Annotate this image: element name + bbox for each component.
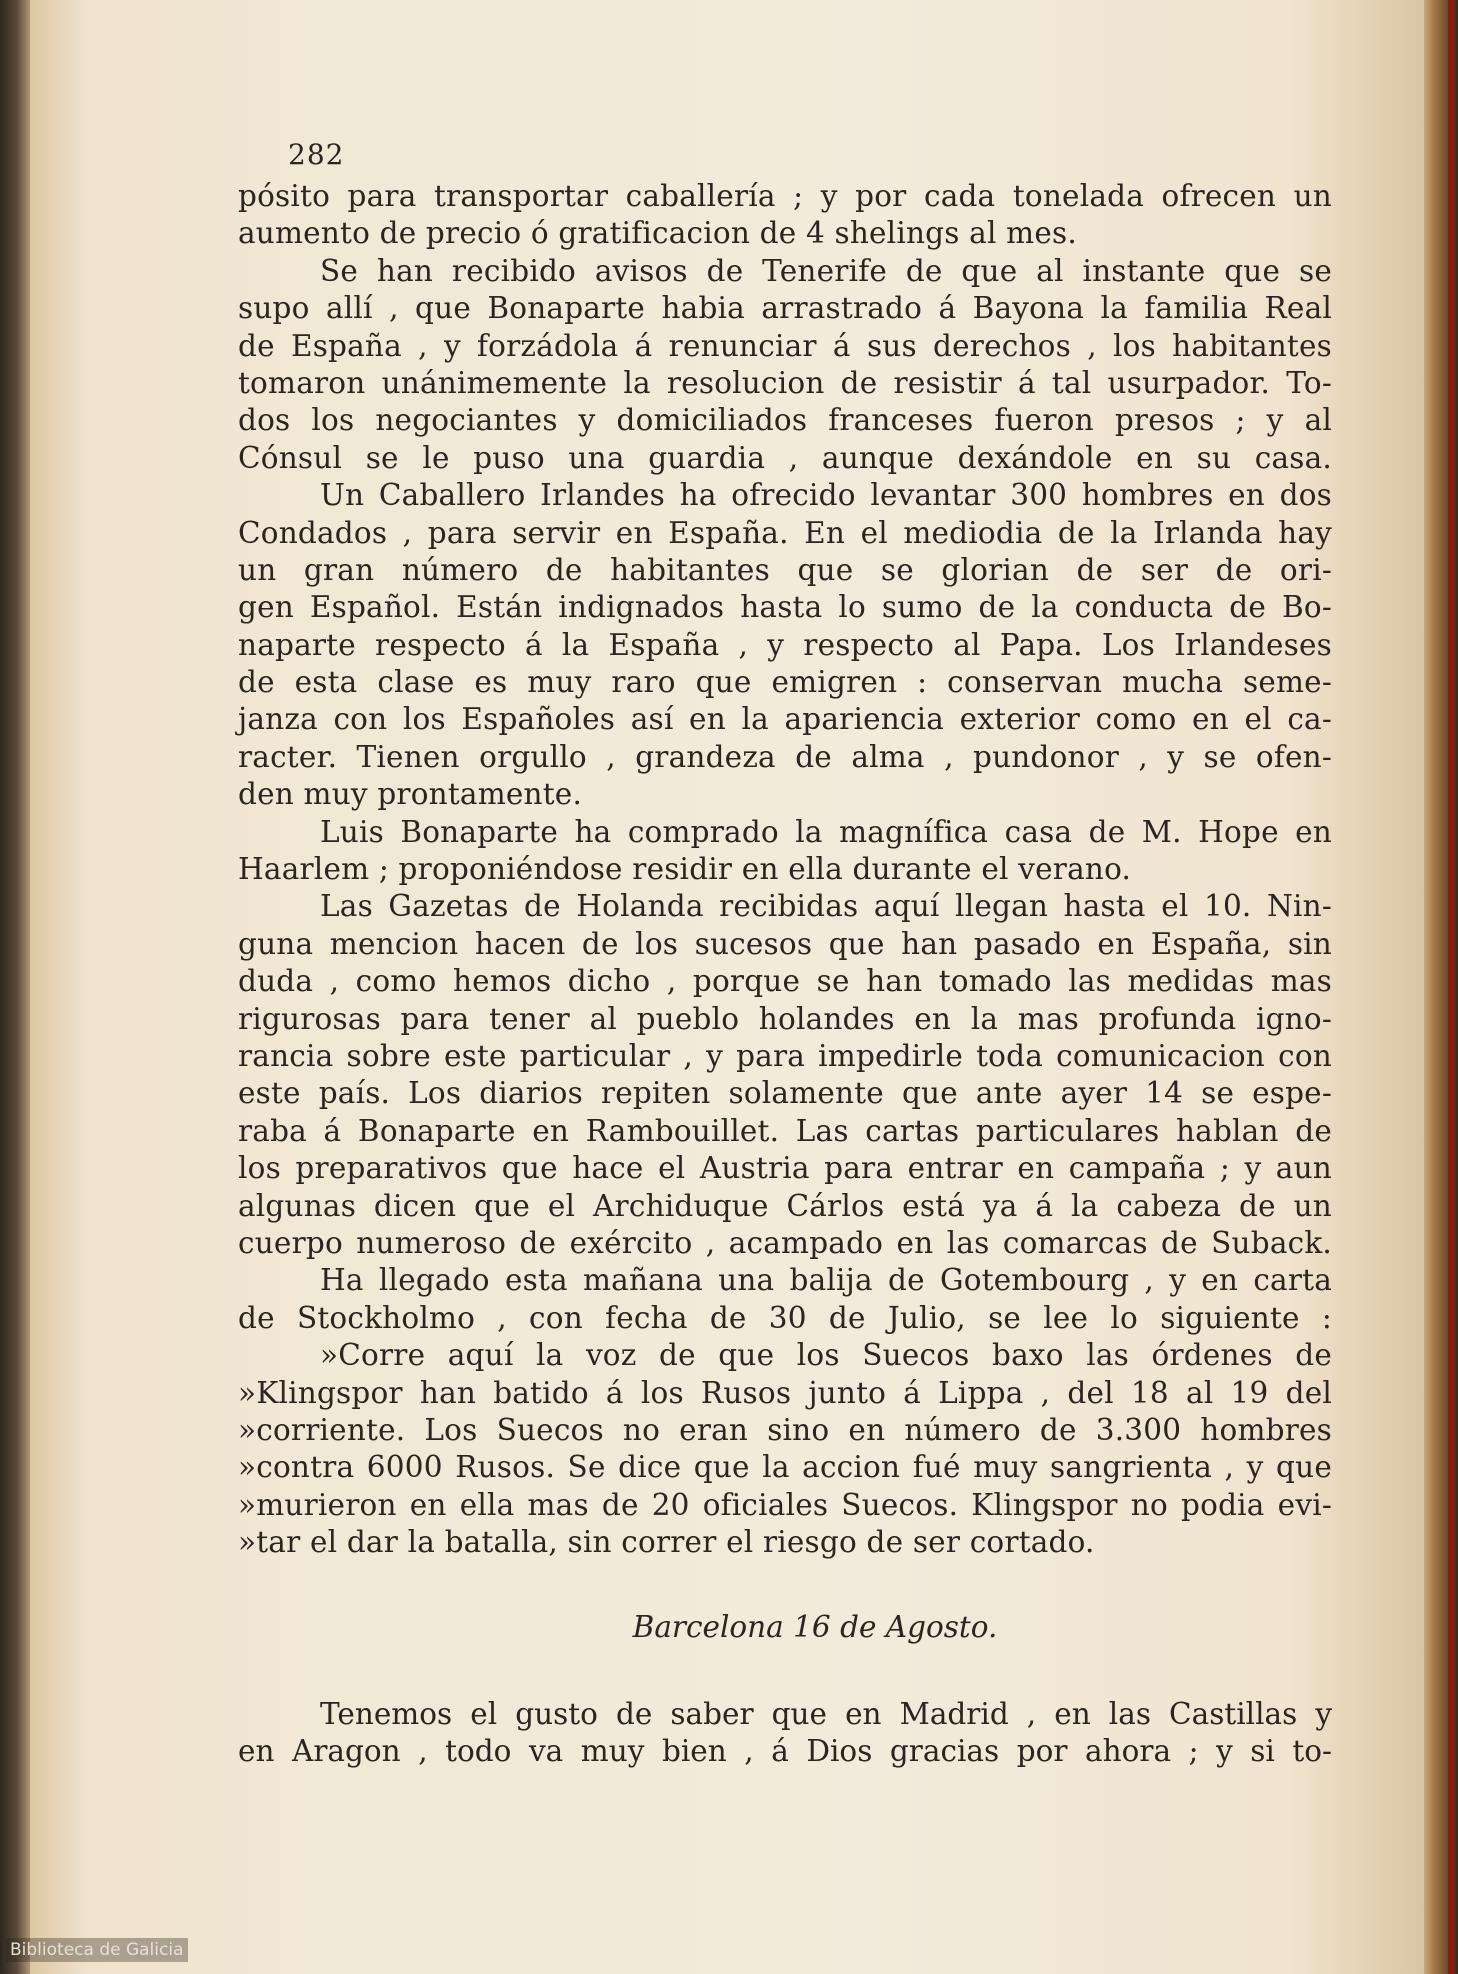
text-line: aumento de precio ó gratificacion de 4 shelings al mes. <box>238 216 1077 251</box>
text-line: tomaron unánimemente la resolucion de resistir á tal usurpador. To- <box>238 365 1332 400</box>
text-line: rancia sobre este particular , y para impedirle toda comunicacion con <box>238 1038 1332 1073</box>
text-line: Cónsul se le puso una guardia , aunque dexándole en su casa. <box>238 440 1332 475</box>
text-line: janza con los Españoles así en la apariencia exterior como en el ca- <box>238 702 1332 737</box>
text-line: »Corre aquí la voz de que los Suecos baxo las órdenes de <box>320 1338 1332 1373</box>
text-line: de Stockholmo , con fecha de 30 de Julio, se lee lo siguiente : <box>238 1300 1332 1335</box>
text-line: Las Gazetas de Holanda recibidas aquí llegan hasta el 10. Nin- <box>320 889 1332 924</box>
text-line: »contra 6000 Rusos. Se dice que la accion fué muy sangrienta , y que <box>238 1450 1332 1485</box>
paragraph-6 <box>238 1262 1332 1337</box>
library-watermark: Biblioteca de Galicia <box>6 1938 188 1962</box>
book-edge-right <box>1424 0 1458 1974</box>
paragraph-5 <box>238 888 1332 1262</box>
text-line: dos los negociantes y domiciliados franceses fueron presos ; y al <box>238 403 1332 438</box>
text-line: supo allí , que Bonaparte habia arrastrado á Bayona la familia Real <box>238 291 1332 326</box>
paragraph-1 <box>238 178 1332 253</box>
text-line: este país. Los diarios repiten solamente que ante ayer 14 se espe- <box>238 1076 1332 1111</box>
ribbon-strip <box>1448 0 1454 1974</box>
paragraph-4 <box>238 814 1332 889</box>
text-line: algunas dicen que el Archiduque Cárlos está ya á la cabeza de un <box>238 1188 1332 1223</box>
page-number: 282 <box>288 138 345 171</box>
text-line: duda , como hemos dicho , porque se han tomado las medidas mas <box>238 964 1332 999</box>
text-line: Se han recibido avisos de Tenerife de que al instante que se <box>320 253 1332 288</box>
text-line: cuerpo numeroso de exército , acampado en las comarcas de Suback. <box>238 1225 1332 1260</box>
text-line: pósito para transportar caballería ; y por cada tonelada ofrecen un <box>238 179 1332 213</box>
text-line: gen Español. Están indignados hasta lo sumo de la conducta de Bo- <box>238 590 1332 625</box>
text-line: »tar el dar la batalla, sin correr el riesgo de ser cortado. <box>238 1525 1095 1560</box>
text-line: racter. Tienen orgullo , grandeza de alma , pundonor , y se ofen- <box>238 739 1332 774</box>
text-line: Luis Bonaparte ha comprado la magnífica casa de M. Hope en <box>320 814 1332 849</box>
text-line: en Aragon , todo va muy bien , á Dios gracias por ahora ; y si to- <box>238 1734 1332 1769</box>
text-line: naparte respecto á la España , y respecto al Papa. Los Irlandeses <box>238 627 1332 662</box>
quotation <box>238 1337 1332 1561</box>
text-line: den muy prontamente. <box>238 777 583 812</box>
text-line: Ha llegado esta mañana una balija de Gotembourg , y en carta <box>320 1263 1332 1298</box>
text-line: Un Caballero Irlandes ha ofrecido levantar 300 hombres en dos <box>320 478 1332 513</box>
text-line: de España , y forzádola á renunciar á sus derechos , los habitantes <box>238 328 1332 363</box>
text-line: »Klingspor han batido á los Rusos junto á Lippa , del 18 al 19 del <box>238 1375 1332 1410</box>
text-line: Haarlem ; proponiéndose residir en ella durante el verano. <box>238 852 1132 887</box>
paragraph-3 <box>238 477 1332 814</box>
text-line: raba á Bonaparte en Rambouillet. Las cartas particulares hablan de <box>238 1113 1332 1148</box>
text-line: rigurosas para tener al pueblo holandes en la mas profunda igno- <box>238 1001 1332 1036</box>
text-line: Condados , para servir en España. En el mediodia de la Irlanda hay <box>238 515 1332 550</box>
text-line: un gran número de habitantes que se glorian de ser de ori- <box>238 552 1332 587</box>
text-line: Tenemos el gusto de saber que en Madrid , en las Castillas y <box>320 1697 1332 1731</box>
text-line: »corriente. Los Suecos no eran sino en número de 3.300 hombres <box>238 1412 1332 1447</box>
text-line: los preparativos que hace el Austria para entrar en campaña ; y aun <box>238 1151 1332 1186</box>
body-text <box>238 138 1332 1561</box>
paragraph-2 <box>238 253 1332 477</box>
closing-paragraph <box>238 1696 1332 1771</box>
text-line: »murieron en ella mas de 20 oficiales Suecos. Klingspor no podia evi- <box>238 1487 1332 1522</box>
text-line: guna mencion hacen de los sucesos que han pasado en España, sin <box>238 926 1332 961</box>
text-line: de esta clase es muy raro que emigren : conservan mucha seme- <box>238 665 1332 700</box>
section-heading: Barcelona 16 de Agosto. <box>632 1610 998 1644</box>
